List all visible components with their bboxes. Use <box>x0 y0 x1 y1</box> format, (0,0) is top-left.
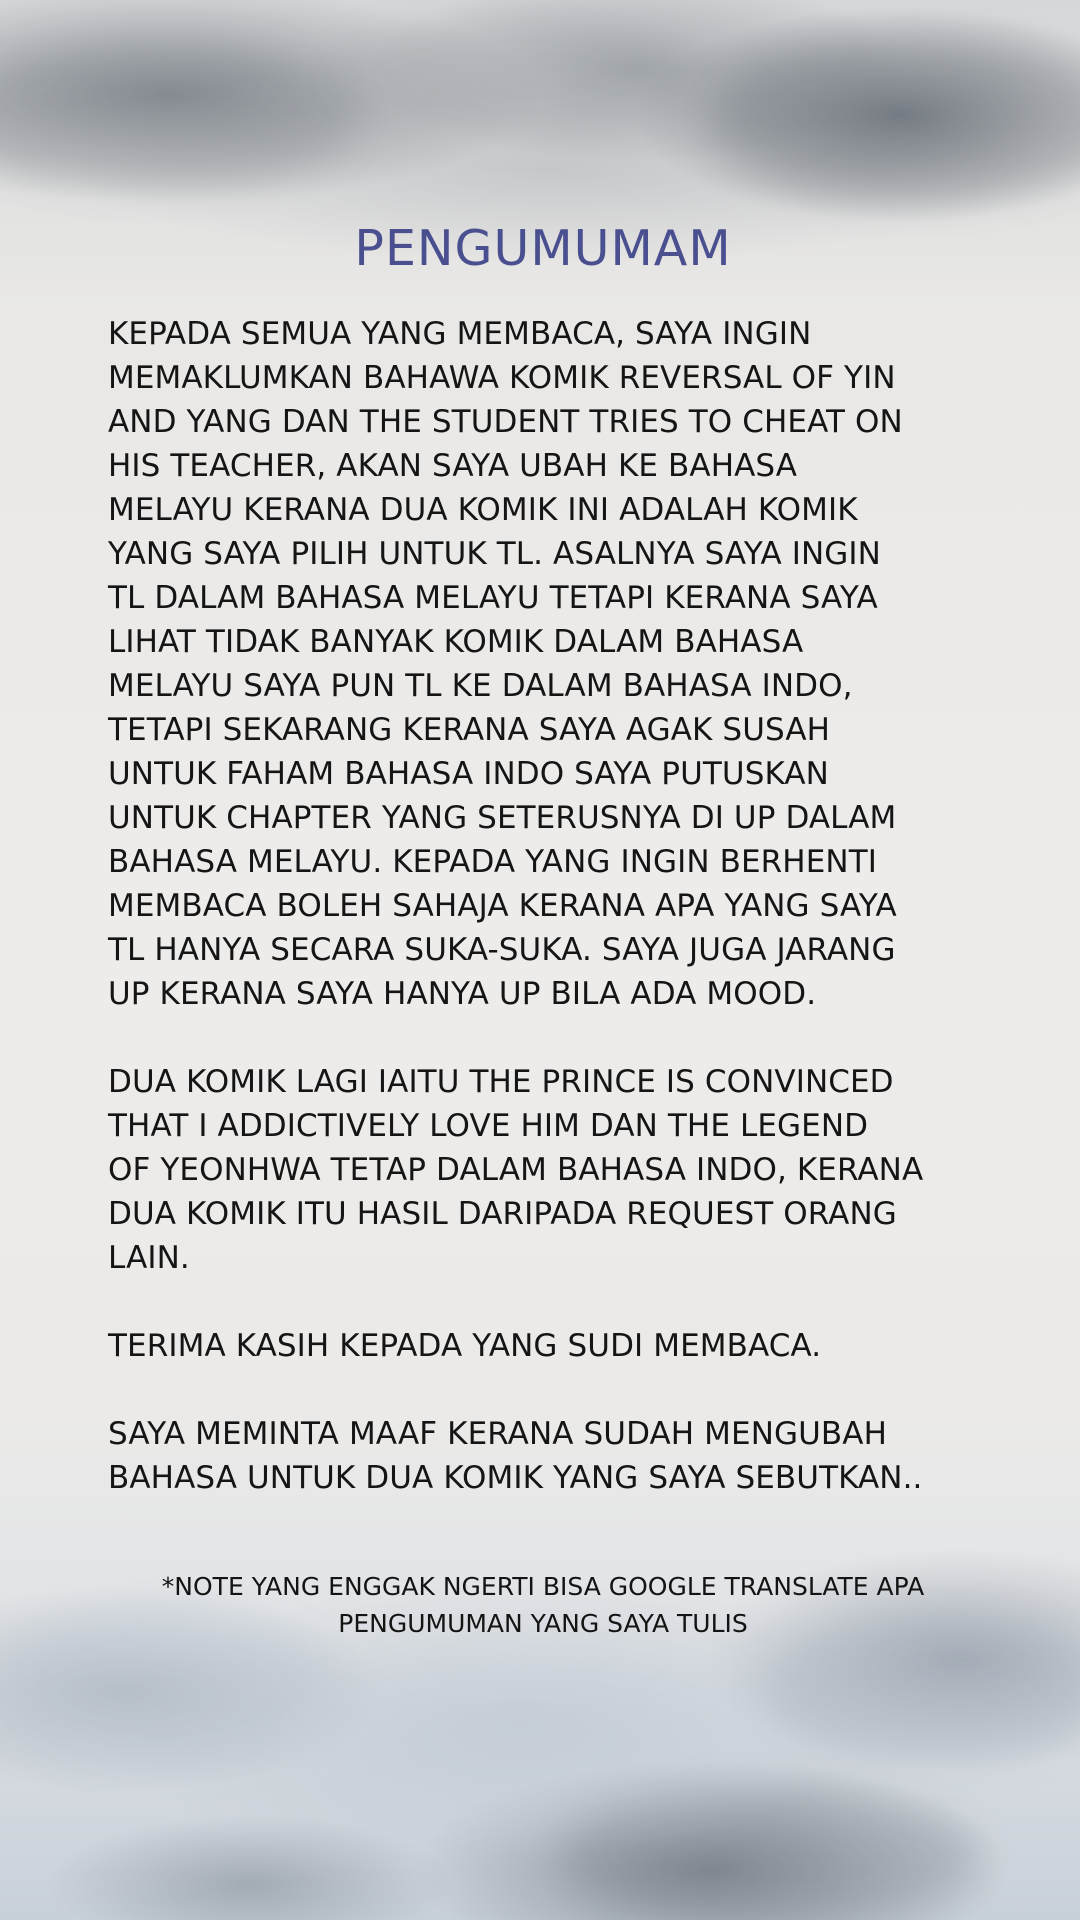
paragraph-line: LAIN. <box>108 1240 190 1276</box>
paragraph-line: HIS TEACHER, AKAN SAYA UBAH KE BAHASA <box>108 448 798 484</box>
paragraph-line: SAYA MEMINTA MAAF KERANA SUDAH MENGUBAH <box>108 1416 887 1452</box>
bottom-dark-cloud <box>560 1785 980 1920</box>
paragraph-line: TL HANYA SECARA SUKA-SUKA. SAYA JUGA JARANG <box>108 932 896 968</box>
paragraph-line: MELAYU SAYA PUN TL KE DALAM BAHASA INDO, <box>108 668 853 704</box>
paragraph-language-change <box>108 312 978 1016</box>
paragraph-line: MEMAKLUMKAN BAHAWA KOMIK REVERSAL OF YIN <box>108 360 896 396</box>
top-left-cloud <box>0 40 360 190</box>
translation-note <box>108 1568 978 1642</box>
paragraph-line: TERIMA KASIH KEPADA YANG SUDI MEMBACA. <box>108 1328 822 1364</box>
paragraph-apology <box>108 1412 978 1500</box>
paragraph-remaining-comics <box>108 1060 978 1280</box>
paragraph-line: BAHASA UNTUK DUA KOMIK YANG SAYA SEBUTKAN.. <box>108 1460 923 1496</box>
paragraph-line: YANG SAYA PILIH UNTUK TL. ASALNYA SAYA INGIN <box>108 536 881 572</box>
paragraph-line: TL DALAM BAHASA MELAYU TETAPI KERANA SAYA <box>108 580 878 616</box>
paragraph-line: THAT I ADDICTIVELY LOVE HIM DAN THE LEGEND <box>108 1108 869 1144</box>
top-center-cloud <box>330 10 690 140</box>
paragraph-line: UNTUK FAHAM BAHASA INDO SAYA PUTUSKAN <box>108 756 829 792</box>
note-line: PENGUMUMAN YANG SAYA TULIS <box>338 1609 748 1638</box>
paragraph-line: UP KERANA SAYA HANYA UP BILA ADA MOOD. <box>108 976 817 1012</box>
paragraph-line: MEMBACA BOLEH SAHAJA KERANA APA YANG SAYA <box>108 888 897 924</box>
paragraph-line: AND YANG DAN THE STUDENT TRIES TO CHEAT ON <box>108 404 903 440</box>
paragraph-thanks <box>108 1324 978 1368</box>
top-right-cloud <box>710 35 1080 205</box>
paragraph-line: UNTUK CHAPTER YANG SETERUSNYA DI UP DALAM <box>108 800 897 836</box>
paragraph-line: MELAYU KERANA DUA KOMIK INI ADALAH KOMIK <box>108 492 858 528</box>
announcement-title: PENGUMUMAM <box>354 220 732 277</box>
paragraph-line: LIHAT TIDAK BANYAK KOMIK DALAM BAHASA <box>108 624 804 660</box>
paragraph-line: OF YEONHWA TETAP DALAM BAHASA INDO, KERANA <box>108 1152 924 1188</box>
paragraph-line: BAHASA MELAYU. KEPADA YANG INGIN BERHENTI <box>108 844 877 880</box>
note-line: *NOTE YANG ENGGAK NGERTI BISA GOOGLE TRANSLATE APA <box>161 1572 925 1601</box>
paragraph-line: DUA KOMIK LAGI IAITU THE PRINCE IS CONVINCED <box>108 1064 894 1100</box>
paragraph-line: DUA KOMIK ITU HASIL DARIPADA REQUEST ORANG <box>108 1196 897 1232</box>
paragraph-line: KEPADA SEMUA YANG MEMBACA, SAYA INGIN <box>108 316 812 352</box>
bottom-center-cloud <box>280 1650 800 1840</box>
paragraph-line: TETAPI SEKARANG KERANA SAYA AGAK SUSAH <box>108 712 831 748</box>
